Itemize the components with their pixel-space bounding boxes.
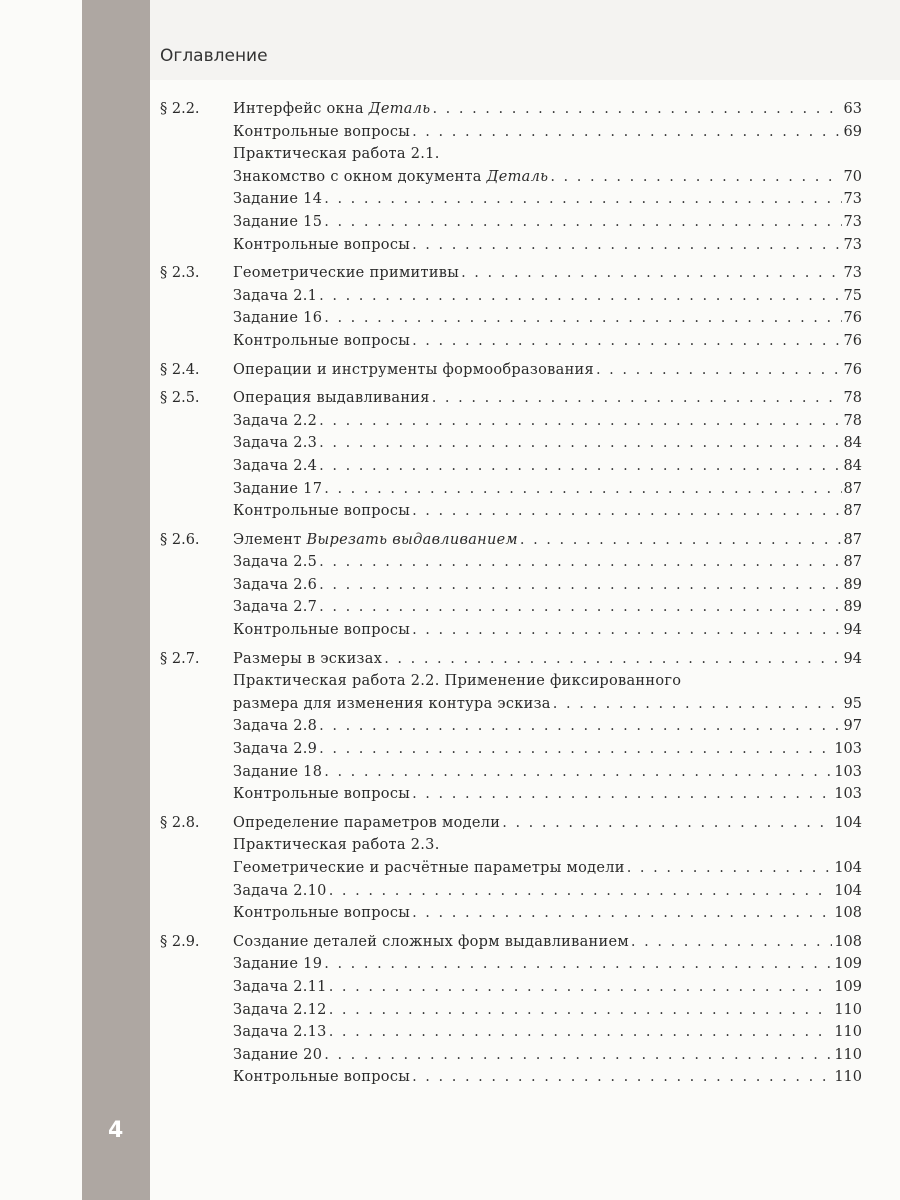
toc-page-number: 87 — [843, 503, 862, 520]
dot-leader — [324, 307, 841, 330]
toc-entry-title — [233, 857, 625, 880]
toc-entry-title — [233, 880, 327, 903]
toc-entry-line — [233, 738, 862, 761]
toc-entry[interactable] — [160, 359, 862, 382]
toc-entry[interactable] — [160, 596, 862, 619]
toc-page-number: 104 — [834, 814, 862, 831]
toc-entry-title — [233, 121, 410, 144]
dot-leader — [324, 1044, 832, 1067]
title-text: Задание 19 — [233, 956, 323, 973]
toc-page-number: 97 — [843, 718, 862, 735]
section-number: § 2.3. — [160, 265, 200, 282]
toc-entry-title — [233, 953, 322, 976]
toc-entry[interactable] — [160, 121, 862, 144]
toc-entry-line — [233, 551, 862, 574]
toc-entry[interactable] — [160, 715, 862, 738]
toc-entry[interactable] — [160, 211, 862, 234]
toc-section — [160, 529, 862, 642]
dot-leader — [319, 455, 841, 478]
dot-leader — [412, 783, 832, 806]
toc-entry-line — [233, 262, 862, 285]
toc-page-number: 73 — [843, 265, 862, 282]
toc-entry[interactable] — [160, 1021, 862, 1044]
title-text: Задача 2.8 — [233, 718, 318, 735]
toc-entry-title — [233, 500, 410, 523]
dot-leader — [329, 880, 833, 903]
toc-entry[interactable] — [160, 693, 862, 716]
toc-entry-title — [233, 619, 410, 642]
toc-entry-line — [233, 121, 862, 144]
title-text: Элемент — [233, 531, 307, 548]
dot-leader — [319, 574, 841, 597]
toc-entry[interactable] — [160, 783, 862, 806]
toc-entry[interactable] — [160, 761, 862, 784]
toc-entry-line — [233, 670, 862, 693]
title-text: Задание 14 — [233, 191, 323, 208]
toc-entry-title — [233, 455, 317, 478]
title-text: Операции и инструменты формообразования — [233, 361, 594, 378]
title-text: Задача 2.10 — [233, 882, 327, 899]
toc-page-number: 73 — [843, 213, 862, 230]
title-text: Задача 2.1 — [233, 287, 318, 304]
toc-section — [160, 812, 862, 925]
toc-section — [160, 648, 862, 806]
toc-entry[interactable] — [160, 857, 862, 880]
dot-leader — [319, 551, 841, 574]
dot-leader — [319, 715, 841, 738]
toc-page-number: 110 — [834, 1001, 862, 1018]
toc-entry-title — [233, 478, 322, 501]
title-text: Задача 2.5 — [233, 554, 318, 571]
dot-leader — [319, 410, 841, 433]
toc-page-number: 73 — [843, 236, 862, 253]
toc-entry-line — [233, 812, 862, 835]
toc-page-number: 94 — [843, 650, 862, 667]
toc-entry-line — [233, 953, 862, 976]
toc-entry[interactable] — [160, 98, 862, 121]
toc-entry-line — [233, 715, 862, 738]
dot-leader — [329, 1021, 833, 1044]
title-text: Практическая работа 2.3. — [233, 837, 440, 854]
toc-entry-line — [233, 307, 862, 330]
toc-page-number: 108 — [834, 905, 862, 922]
toc-page-number: 110 — [834, 1024, 862, 1041]
page-number-tab — [82, 1118, 150, 1200]
toc-entry-title — [233, 1066, 410, 1089]
toc-entry-line — [233, 931, 862, 954]
toc-entry[interactable] — [160, 166, 862, 189]
toc-entry-title — [233, 715, 317, 738]
toc-section — [160, 262, 862, 352]
dot-leader — [432, 98, 841, 121]
toc-entry[interactable] — [160, 188, 862, 211]
toc-page-number: 94 — [843, 622, 862, 639]
page-title: Оглавление — [160, 46, 268, 66]
toc-entry-title — [233, 188, 322, 211]
section-number: § 2.2. — [160, 101, 200, 117]
dot-leader — [319, 285, 841, 308]
header-panel — [150, 0, 900, 80]
toc-entry-title — [233, 166, 548, 189]
toc-entry[interactable] — [160, 410, 862, 433]
toc-entry-title — [233, 432, 317, 455]
toc-entry[interactable] — [160, 902, 862, 925]
section-number: § 2.6. — [160, 531, 200, 548]
toc-entry-line — [233, 330, 862, 353]
title-text: Контрольные вопросы — [233, 622, 411, 639]
title-text: Контрольные вопросы — [233, 905, 411, 922]
toc-entry-line — [233, 285, 862, 308]
toc-entry-line — [233, 455, 862, 478]
toc-entry-line — [233, 500, 862, 523]
section-number: § 2.4. — [160, 361, 200, 378]
left-margin-bar — [82, 0, 150, 1200]
toc-entry-line — [233, 783, 862, 806]
toc-page-number: 87 — [843, 480, 862, 497]
dot-leader — [319, 432, 841, 455]
toc-entry-title — [233, 307, 322, 330]
toc-entry[interactable] — [160, 953, 862, 976]
section-number: § 2.8. — [160, 814, 200, 831]
dot-leader — [627, 857, 833, 880]
toc-entry-line — [233, 234, 862, 257]
toc-entry-title — [233, 902, 410, 925]
toc-entry[interactable] — [160, 307, 862, 330]
toc-entry-title — [233, 551, 317, 574]
title-text: Интерфейс окна — [233, 101, 369, 117]
toc-page-number: 63 — [843, 101, 862, 117]
toc-entry[interactable] — [160, 234, 862, 257]
toc-entry-line — [233, 902, 862, 925]
title-text: Задача 2.11 — [233, 978, 327, 995]
toc-entry-title — [233, 211, 322, 234]
toc-entry[interactable] — [160, 812, 862, 835]
toc-entry[interactable] — [160, 976, 862, 999]
toc-entry-line — [233, 188, 862, 211]
title-text: Задание 17 — [233, 480, 323, 497]
toc-entry-line — [233, 529, 862, 552]
toc-entry-title — [233, 262, 459, 285]
toc-entry-title — [233, 648, 382, 671]
toc-entry-title — [233, 693, 551, 716]
title-text: Контрольные вопросы — [233, 786, 411, 803]
toc-page-number: 103 — [834, 741, 862, 758]
title-text: Задача 2.13 — [233, 1024, 327, 1041]
dot-leader — [550, 166, 841, 189]
dot-leader — [412, 902, 832, 925]
toc-page-number: 110 — [834, 1069, 862, 1086]
toc-entry[interactable] — [160, 455, 862, 478]
toc-page-number: 103 — [834, 786, 862, 803]
title-text: Операция выдавливания — [233, 390, 430, 407]
toc-entry-line — [233, 1066, 862, 1089]
toc-page-number: 89 — [843, 599, 862, 616]
dot-leader — [631, 931, 832, 954]
toc-entry-line — [233, 143, 862, 166]
dot-leader — [324, 188, 841, 211]
toc-page-number: 78 — [843, 412, 862, 429]
toc-entry-line — [233, 834, 862, 857]
title-text: Задача 2.12 — [233, 1001, 327, 1018]
title-text: Контрольные вопросы — [233, 123, 411, 140]
title-text: Контрольные вопросы — [233, 503, 411, 520]
dot-leader — [324, 478, 841, 501]
title-text: Задача 2.2 — [233, 412, 318, 429]
toc-entry[interactable] — [160, 387, 862, 410]
section-number: § 2.9. — [160, 933, 200, 950]
toc-entry-title — [233, 931, 629, 954]
toc-page-number: 109 — [834, 978, 862, 995]
toc-entry-title — [233, 999, 327, 1022]
toc-entry-title — [233, 812, 500, 835]
table-of-contents — [160, 98, 862, 1095]
dot-leader — [324, 761, 832, 784]
toc-entry-line — [233, 648, 862, 671]
dot-leader — [329, 999, 833, 1022]
title-text: Задание 16 — [233, 310, 323, 327]
dot-leader — [520, 529, 842, 552]
toc-entry-line — [233, 432, 862, 455]
toc-entry-line — [233, 98, 862, 121]
title-text: Контрольные вопросы — [233, 236, 411, 253]
title-text: Задание 18 — [233, 763, 323, 780]
dot-leader — [502, 812, 832, 835]
toc-entry-line — [233, 1044, 862, 1067]
toc-entry[interactable] — [160, 574, 862, 597]
toc-entry-title — [233, 834, 440, 857]
toc-entry-title — [233, 143, 440, 166]
toc-entry[interactable] — [160, 880, 862, 903]
title-text: Практическая работа 2.2. Применение фиксированного — [233, 673, 682, 690]
title-text: Контрольные вопросы — [233, 1069, 411, 1086]
toc-entry[interactable] — [160, 1044, 862, 1067]
toc-entry-title — [233, 574, 317, 597]
dot-leader — [553, 693, 842, 716]
toc-page-number: 109 — [834, 956, 862, 973]
toc-entry-line — [233, 211, 862, 234]
toc-page-number: 76 — [843, 310, 862, 327]
dot-leader — [324, 953, 832, 976]
toc-page-number: 104 — [834, 882, 862, 899]
toc-entry[interactable] — [160, 999, 862, 1022]
toc-entry-title — [233, 738, 317, 761]
toc-entry-line — [233, 359, 862, 382]
title-text: Задача 2.7 — [233, 599, 318, 616]
dot-leader — [319, 738, 832, 761]
toc-entry-title — [233, 596, 317, 619]
toc-entry-line — [233, 574, 862, 597]
toc-entry[interactable] — [160, 619, 862, 642]
toc-entry[interactable] — [160, 931, 862, 954]
toc-entry-title — [233, 387, 430, 410]
toc-page-number: 84 — [843, 457, 862, 474]
toc-entry[interactable] — [160, 285, 862, 308]
dot-leader — [412, 619, 841, 642]
toc-entry[interactable] — [160, 670, 862, 693]
toc-page-number: 73 — [843, 191, 862, 208]
dot-leader — [412, 330, 841, 353]
section-number: § 2.5. — [160, 390, 200, 407]
toc-page-number: 70 — [843, 168, 862, 185]
title-text: Определение параметров модели — [233, 814, 501, 831]
toc-entry-line — [233, 761, 862, 784]
title-text: Задание 15 — [233, 213, 323, 230]
dot-leader — [412, 121, 841, 144]
title-text: Геометрические примитивы — [233, 265, 460, 282]
toc-entry-title — [233, 529, 518, 552]
toc-entry[interactable] — [160, 1066, 862, 1089]
toc-entry-line — [233, 857, 862, 880]
dot-leader — [412, 1066, 832, 1089]
toc-section — [160, 98, 862, 256]
title-text: Знакомство с окном документа — [233, 168, 487, 185]
title-text: Задание 20 — [233, 1046, 323, 1063]
toc-page-number: 95 — [843, 695, 862, 712]
toc-entry-line — [233, 999, 862, 1022]
dot-leader — [329, 976, 833, 999]
toc-entry-line — [233, 478, 862, 501]
dot-leader — [412, 500, 841, 523]
toc-entry[interactable] — [160, 262, 862, 285]
toc-page-number: 69 — [843, 123, 862, 140]
title-text: размера для изменения контура эскиза — [233, 695, 551, 712]
dot-leader — [412, 234, 841, 257]
toc-entry-line — [233, 410, 862, 433]
toc-entry-title — [233, 98, 430, 121]
toc-entry-title — [233, 670, 681, 693]
section-number: § 2.7. — [160, 650, 200, 667]
toc-entry[interactable] — [160, 738, 862, 761]
dot-leader — [461, 262, 841, 285]
dot-leader — [384, 648, 841, 671]
toc-entry[interactable] — [160, 529, 862, 552]
toc-entry-title — [233, 783, 410, 806]
title-text: Геометрические и расчётные параметры модели — [233, 860, 625, 876]
dot-leader — [432, 387, 842, 410]
toc-entry-line — [233, 166, 862, 189]
toc-entry-title — [233, 1044, 322, 1067]
toc-entry-line — [233, 387, 862, 410]
toc-entry-title — [233, 359, 594, 382]
italic-term: Деталь — [368, 101, 431, 117]
page-number: 4 — [108, 1118, 124, 1143]
dot-leader — [319, 596, 841, 619]
title-text: Задача 2.4 — [233, 457, 318, 474]
toc-entry-title — [233, 1021, 327, 1044]
toc-page-number: 110 — [834, 1046, 862, 1063]
toc-page-number: 76 — [843, 332, 862, 349]
toc-entry-line — [233, 619, 862, 642]
toc-page-number: 103 — [834, 763, 862, 780]
toc-entry-line — [233, 976, 862, 999]
toc-entry[interactable] — [160, 478, 862, 501]
toc-entry-title — [233, 761, 322, 784]
toc-entry[interactable] — [160, 551, 862, 574]
toc-entry[interactable] — [160, 834, 862, 857]
toc-section — [160, 931, 862, 1089]
title-text: Задача 2.9 — [233, 741, 318, 758]
italic-term: Деталь — [486, 168, 549, 185]
toc-entry-line — [233, 880, 862, 903]
toc-section — [160, 359, 862, 382]
toc-section — [160, 387, 862, 523]
toc-page-number: 87 — [843, 531, 862, 548]
toc-page-number: 104 — [834, 860, 862, 876]
dot-leader — [596, 359, 842, 382]
toc-entry-line — [233, 1021, 862, 1044]
toc-entry-title — [233, 234, 410, 257]
toc-entry-title — [233, 410, 317, 433]
title-text: Задача 2.3 — [233, 435, 318, 452]
toc-page-number: 76 — [843, 361, 862, 378]
toc-page-number: 87 — [843, 554, 862, 571]
title-text: Создание деталей сложных форм выдавливанием — [233, 933, 629, 950]
toc-entry[interactable] — [160, 330, 862, 353]
toc-entry-title — [233, 285, 317, 308]
toc-entry-line — [233, 693, 862, 716]
title-text: Задача 2.6 — [233, 576, 318, 593]
toc-entry[interactable] — [160, 648, 862, 671]
toc-entry[interactable] — [160, 500, 862, 523]
toc-page-number: 108 — [834, 933, 862, 950]
dot-leader — [324, 211, 841, 234]
title-text: Размеры в эскизах — [233, 650, 383, 667]
toc-page-number: 75 — [843, 287, 862, 304]
toc-page-number: 84 — [843, 435, 862, 452]
toc-page-number: 78 — [843, 390, 862, 407]
italic-term: Вырезать выдавливанием — [306, 531, 518, 548]
toc-entry-title — [233, 330, 410, 353]
toc-entry[interactable] — [160, 143, 862, 166]
toc-entry-line — [233, 596, 862, 619]
toc-page-number: 89 — [843, 576, 862, 593]
title-text: Контрольные вопросы — [233, 332, 411, 349]
toc-entry[interactable] — [160, 432, 862, 455]
title-text: Практическая работа 2.1. — [233, 146, 440, 163]
toc-entry-title — [233, 976, 327, 999]
